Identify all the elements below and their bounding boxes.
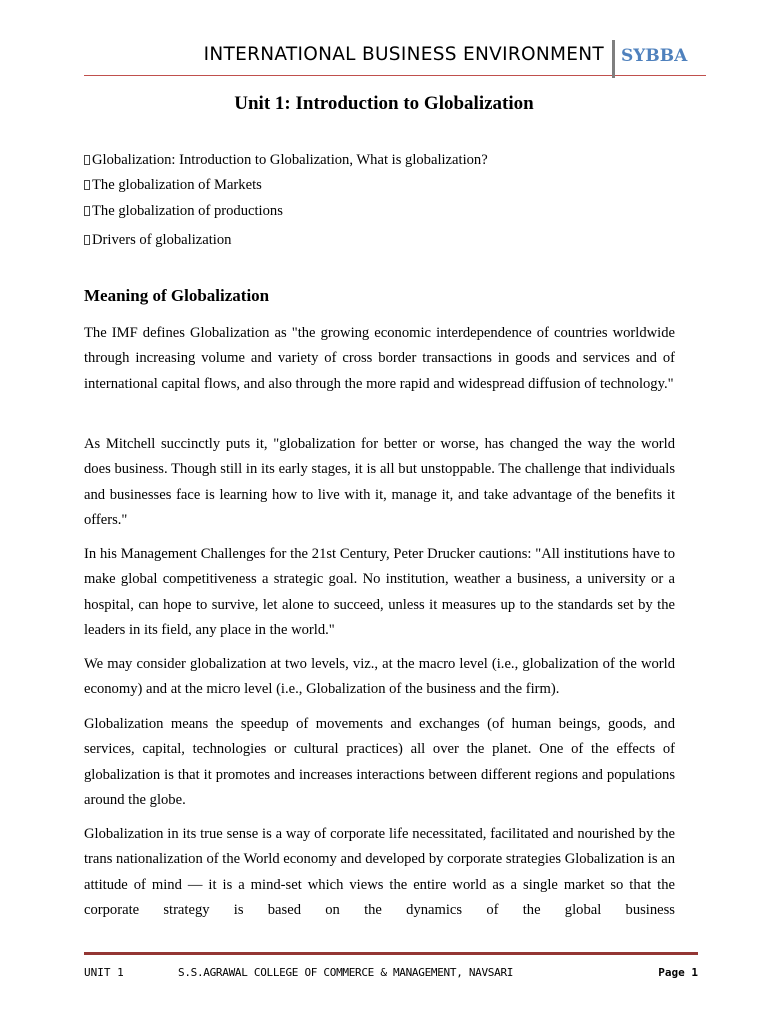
page-header <box>84 40 706 76</box>
bullet-icon <box>84 206 90 216</box>
topic-text: Globalization: Introduction to Globalization, What is globalization? <box>92 152 488 168</box>
paragraph: As Mitchell succinctly puts it, "globalization for better or worse, has changed the way the world does business. Though still in its early stages, it is all but unstoppable. The challenge that individuals and businesses face is learning how to live with it, manage it, and take advantage of the benefits it offers." <box>84 436 675 529</box>
bullet-icon <box>84 235 90 245</box>
section-heading: Meaning of Globalization <box>84 286 270 305</box>
topic-text: The globalization of Markets <box>92 177 262 193</box>
paragraph: In his Management Challenges for the 21st Century, Peter Drucker cautions: "All institutions have to make global competitiveness a strategic goal. No institution, weather a business, a university or a hospital, can hope to survive, let alone to succeed, unless it measures up to the standards set by the leaders in its field, any place in the world." <box>84 546 675 639</box>
header-title: INTERNATIONAL BUSINESS ENVIRONMENT <box>203 44 604 65</box>
footer-rule <box>84 952 698 955</box>
bullet-icon <box>84 180 90 190</box>
paragraph: We may consider globalization at two levels, viz., at the macro level (i.e., globalization of the world economy) and at the micro level (i.e., Globalization of the business and the firm). <box>84 656 675 698</box>
paragraph: Globalization in its true sense is a way of corporate life necessitated, facilitated and nourished by the trans nationalization of the World economy and developed by corporate strategies Globalization is an attitude of mind — it is a mind-set which views the entire world as a single market so that the corporate strategy is based on the dynamics of the global business <box>84 826 675 919</box>
topic-text: The globalization of productions <box>92 203 283 219</box>
topic-item <box>84 232 231 249</box>
header-divider <box>612 40 615 78</box>
bullet-icon <box>84 155 90 165</box>
page-footer <box>84 966 698 984</box>
paragraph: Globalization means the speedup of movements and exchanges (of human beings, goods, and services, capital, technologies or cultural practices) all over the planet. One of the effects of globalization is that it promotes and increases interactions between different regions and populations around the globe. <box>84 716 675 809</box>
unit-title: Unit 1: Introduction to Globalization <box>234 93 534 114</box>
footer-college: S.S.AGRAWAL COLLEGE OF COMMERCE & MANAGEMENT, NAVSARI <box>178 966 514 979</box>
topic-text: Drivers of globalization <box>92 232 232 248</box>
footer-unit: UNIT 1 <box>84 966 124 979</box>
topic-item <box>84 152 488 169</box>
footer-page-number: Page 1 <box>658 966 698 979</box>
topic-item <box>84 177 262 194</box>
paragraph: The IMF defines Globalization as "the growing economic interdependence of countries worldwide through increasing volume and variety of cross border transactions in goods and services and of international capital flows, and also through the more rapid and widespread diffusion of technology." <box>84 325 675 392</box>
header-course-tag: SYBBA <box>621 46 688 66</box>
topic-item <box>84 203 283 220</box>
